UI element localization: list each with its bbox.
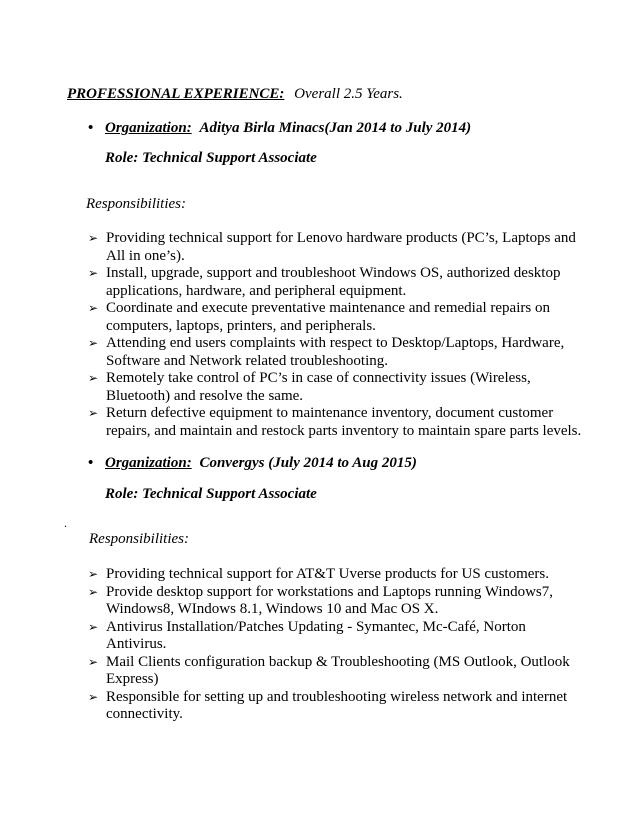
list-item bbox=[88, 335, 588, 370]
arrow-bullet-icon: ➢ bbox=[88, 654, 99, 669]
arrow-bullet-icon: ➢ bbox=[88, 266, 99, 280]
arrow-bullet-icon: ➢ bbox=[88, 301, 99, 315]
bullet-icon: • bbox=[88, 455, 94, 471]
arrow-bullet-icon: ➢ bbox=[88, 231, 99, 245]
list-item-text: Responsible for setting up and troubleshooting wireless network and internet connectivity. bbox=[106, 688, 568, 722]
list-item bbox=[88, 230, 588, 265]
list-item-text: Return defective equipment to maintenance inventory, document customer repairs, and maintain and restock parts inventory to maintain spare parts levels. bbox=[106, 405, 582, 439]
responsibilities-heading-1: Responsibilities: bbox=[86, 196, 186, 212]
list-item bbox=[88, 584, 588, 619]
list-item bbox=[88, 619, 588, 654]
list-item bbox=[88, 265, 588, 300]
arrow-bullet-icon: ➢ bbox=[88, 584, 99, 599]
list-item bbox=[88, 300, 588, 335]
arrow-bullet-icon: ➢ bbox=[88, 371, 99, 385]
list-item-text: Providing technical support for AT&T Uverse products for US customers. bbox=[106, 566, 549, 582]
organization-name: Aditya Birla Minacs(Jan 2014 to July 2014) bbox=[199, 120, 472, 136]
arrow-bullet-icon: ➢ bbox=[88, 336, 99, 350]
arrow-bullet-icon: ➢ bbox=[88, 689, 99, 704]
responsibilities-list-1 bbox=[88, 230, 588, 440]
organization-label: Organization: bbox=[105, 455, 192, 471]
list-item-text: Antivirus Installation/Patches Updating - Symantec, Mc-Café, Norton Antivirus. bbox=[106, 618, 526, 652]
organization-label: Organization: bbox=[105, 120, 192, 136]
arrow-bullet-icon: ➢ bbox=[88, 567, 99, 581]
list-item-text: Mail Clients configuration backup & Troubleshooting (MS Outlook, Outlook Express) bbox=[106, 653, 570, 687]
role-line-2: Role: Technical Support Associate bbox=[105, 486, 317, 502]
list-item-text: Remotely take control of PC’s in case of connectivity issues (Wireless, Bluetooth) and resolve the same. bbox=[106, 370, 531, 404]
organization-line-1 bbox=[88, 120, 471, 137]
list-item bbox=[88, 405, 588, 440]
role-line-1: Role: Technical Support Associate bbox=[105, 150, 317, 166]
section-heading bbox=[67, 86, 403, 103]
list-item bbox=[88, 370, 588, 405]
responsibilities-list-2 bbox=[88, 566, 588, 724]
organization-line-2 bbox=[88, 455, 417, 472]
section-title: PROFESSIONAL EXPERIENCE: bbox=[67, 86, 285, 102]
list-item bbox=[88, 566, 588, 584]
responsibilities-heading-2: Responsibilities: bbox=[89, 531, 189, 547]
experience-years: Overall 2.5 Years. bbox=[294, 86, 403, 102]
list-item bbox=[88, 654, 588, 689]
list-item-text: Providing technical support for Lenovo hardware products (PC’s, Laptops and All in one’s). bbox=[106, 230, 576, 264]
list-item-text: Provide desktop support for workstations and Laptops running Windows7, Windows8, WIndows 8.1, Windows 10 and Mac OS X. bbox=[106, 583, 553, 617]
stray-dot: . bbox=[64, 516, 67, 530]
list-item-text: Coordinate and execute preventative maintenance and remedial repairs on computers, laptops, printers, and peripherals. bbox=[106, 300, 550, 334]
arrow-bullet-icon: ➢ bbox=[88, 406, 99, 420]
organization-name: Convergys (July 2014 to Aug 2015) bbox=[199, 455, 417, 471]
list-item-text: Attending end users complaints with respect to Desktop/Laptops, Hardware, Software and Network related troubleshooting. bbox=[106, 335, 565, 369]
bullet-icon: • bbox=[88, 120, 94, 136]
list-item bbox=[88, 689, 588, 724]
list-item-text: Install, upgrade, support and troubleshoot Windows OS, authorized desktop applications, hardware, and peripheral equipment. bbox=[106, 265, 561, 299]
arrow-bullet-icon: ➢ bbox=[88, 619, 99, 634]
